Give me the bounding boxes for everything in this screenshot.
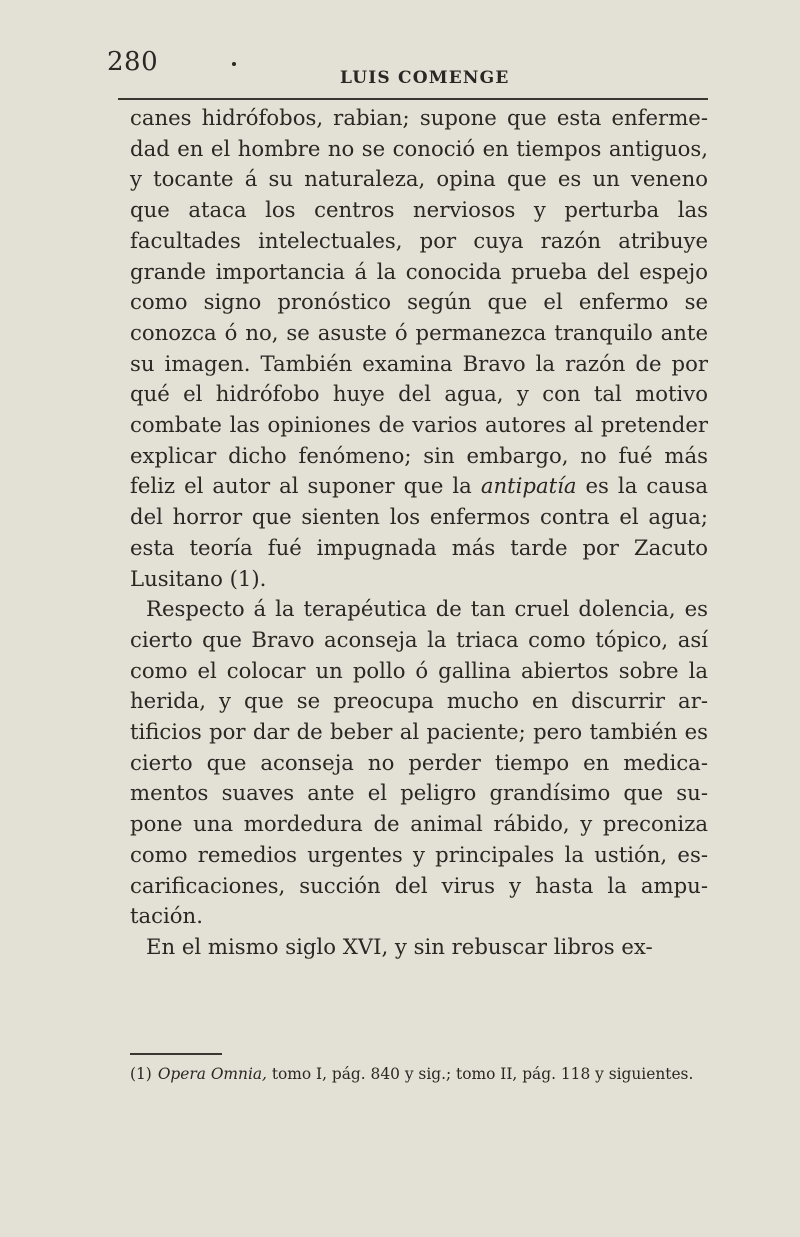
header-dot (232, 62, 236, 66)
footnote-rule (130, 1053, 222, 1055)
paragraph-1 (130, 103, 708, 594)
running-head: LUIS COMENGE (340, 68, 510, 88)
footnote-title: Opera Omnia, (157, 1065, 267, 1083)
italic-antipatia: antipatía (480, 473, 577, 499)
paragraph-3: En el mismo siglo XVI, y sin rebuscar libros ex- (146, 933, 653, 959)
footnote (130, 1063, 705, 1086)
header-rule (118, 98, 708, 100)
footnote-text: tomo I, pág. 840 y sig.; tomo II, pág. 118 y siguientes. (266, 1065, 694, 1083)
paragraph-1-text-b: es la causa del horror que sienten los enfermos contra el agua; esta teoría fué impugnada más tarde por Zacuto Lusitano (1). (130, 473, 708, 591)
body-text (130, 103, 708, 963)
footnote-marker: (1) (130, 1065, 152, 1083)
paragraph-2: Respecto á la terapéutica de tan cruel dolencia, es cierto que Bravo aconseja la triaca como tópico, así como el colocar un pollo ó gallina abiertos sobre la herida, y que se preocupa mucho en discurrir artificios por dar de beber al paciente; pero también es cierto que aconseja no perder tiempo en medicamentos suaves ante el peligro grandísimo que supone una mordedura de animal rábido, y preconiza como remedios urgentes y principales la ustión, escarificaciones, succión del virus y hasta la amputación. (130, 596, 708, 929)
page-number: 280 (107, 47, 159, 77)
paragraph-1-text-a: canes hidrófobos, rabian; supone que esta enfermedad en el hombre no se conoció en tiempos antiguos, y tocante á su naturaleza, opina que es un veneno que ataca los centros nerviosos y perturba las facultades intelectuales, por cuya razón atribuye grande importancia á la conocida prueba del espejo como signo pronóstico según que el enfermo se conozca ó no, se asuste ó permanezca tranquilo ante su imagen. También examina Bravo la razón de por qué el hidrófobo huye del agua, y con tal motivo combate las opiniones de varios autores al pretender explicar dicho fenómeno; sin embargo, no fué más feliz el autor al suponer que la (130, 105, 708, 499)
